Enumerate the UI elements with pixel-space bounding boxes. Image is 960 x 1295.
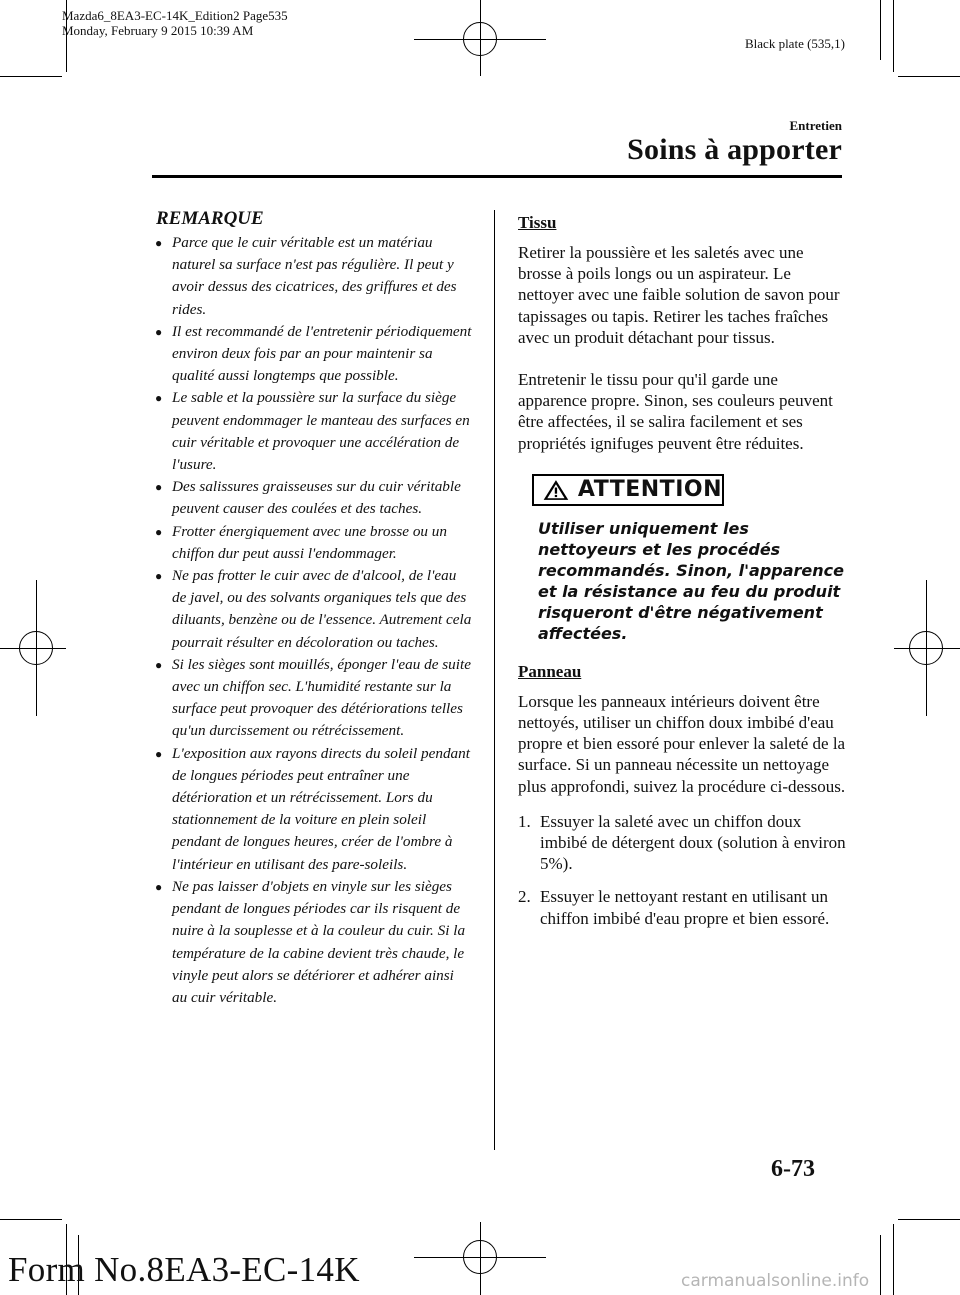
step-number: 2.: [518, 887, 531, 907]
section-label: Entretien: [789, 118, 842, 133]
step-item: [518, 886, 848, 928]
cleaning-steps: [518, 811, 848, 929]
plate-info-line1: Mazda6_8EA3-EC-14K_Edition2 Page535: [62, 8, 288, 23]
step-number: 1.: [518, 811, 531, 831]
note-text: Parce que le cuir véritable est un matériau naturel sa surface n'est pas régulière. Il peut y avoir dessus des cicatrices, des griffures et des rides.: [172, 234, 457, 318]
note-item: [152, 521, 472, 565]
tissu-paragraph-1: Retirer la poussière et les saletés avec une brosse à poils longs ou un aspirateur. Le nettoyer avec une faible solution de savon pour tapissages ou tapis. Retirer les taches fraîches avec un produit détachant pour tissus.: [518, 243, 840, 347]
note-item: [152, 565, 472, 654]
bullet-icon: ●: [155, 236, 163, 250]
note-heading: REMARQUE: [156, 208, 264, 229]
panneau-heading: Panneau: [518, 661, 582, 681]
bullet-icon: ●: [155, 569, 163, 584]
black-plate-label: Black plate (535,1): [745, 36, 845, 51]
note-text: Il est recommandé de l'entretenir périodiquement environ deux fois par an pour maintenir sa qualité aussi longtemps que possible.: [172, 322, 472, 385]
note-item: [152, 876, 472, 1009]
note-text: Des salissures graisseuses sur du cuir véritable peuvent causer des coulées et des taches.: [172, 478, 461, 518]
plate-info: [62, 8, 288, 38]
form-number: Form No.8EA3-EC-14K: [8, 1250, 360, 1289]
note-item: [152, 476, 472, 520]
note-item: [152, 321, 472, 388]
step-text: Essuyer la saleté avec un chiffon doux imbibé de détergent doux (solution à environ 5%).: [540, 811, 846, 874]
note-text: Frotter énergiquement avec une brosse ou un chiffon dur peut aussi l'endommager.: [172, 522, 447, 562]
bullet-icon: ●: [155, 524, 163, 539]
bullet-icon: ●: [155, 657, 163, 672]
note-section: [152, 208, 472, 1009]
note-text: Ne pas frotter le cuir avec de d'alcool, de l'eau de javel, ou des solvants organiques tels que des diluants, benzène ou de l'essence. Autrement cela pourrait résulter en décoloration ou taches.: [172, 567, 472, 651]
note-item: [152, 743, 472, 876]
note-item: [152, 387, 472, 476]
page-title: Soins à apporter: [627, 133, 842, 166]
note-item: [152, 232, 472, 321]
note-list: [152, 232, 472, 1009]
column-divider: [494, 210, 495, 1150]
bullet-icon: ●: [155, 480, 163, 495]
attention-label: ATTENTION: [577, 477, 722, 503]
warning-triangle-icon: [542, 476, 570, 504]
care-section: [518, 213, 848, 941]
tissu-paragraph-2: Entretenir le tissu pour qu'il garde une apparence propre. Sinon, ses couleurs peuvent être affectées, il se salira facilement et ses propriétés ignifuges peuvent être réduites.: [518, 370, 833, 453]
note-item: [152, 654, 472, 743]
note-text: Si les sièges sont mouillés, éponger l'eau de suite avec un chiffon sec. L'humidité restante sur la surface peut provoquer des détériorations telles qu'un durcissement ou rétrécissement.: [172, 655, 471, 740]
bullet-icon: ●: [155, 746, 163, 761]
page-number: 6-73: [771, 1156, 815, 1182]
bullet-icon: ●: [155, 391, 163, 406]
attention-text: Utiliser uniquement les nettoyeurs et les procédés recommandés. Sinon, l'apparence et la résistance au feu du produit risqueront d'être négativement affectées.: [538, 518, 845, 643]
bullet-icon: ●: [155, 879, 163, 894]
bullet-icon: ●: [155, 324, 163, 339]
step-text: Essuyer le nettoyant restant en utilisant un chiffon imbibé d'eau propre et bien essoré.: [540, 887, 830, 928]
note-text: L'exposition aux rayons directs du soleil pendant de longues périodes peut entraîner une détérioration et un rétrécissement. Lors du stationnement de la voiture en plein soleil pendant de longues heures, créer de l'ombre à l'intérieur en utilisant des pare-soleils.: [172, 744, 470, 873]
note-text: Ne pas laisser d'objets en vinyle sur les sièges pendant de longues périodes car ils risquent de nuire à la souplesse et à la couleur du cuir. Si la température de la cabine devient très chaude, le vinyle peut alors se détériorer et adhérer ainsi au cuir véritable.: [172, 877, 466, 1006]
step-item: [518, 811, 848, 875]
panneau-paragraph: Lorsque les panneaux intérieurs doivent être nettoyés, utiliser un chiffon doux imbibé d'eau propre et bien essoré pour enlever la saleté de la surface. Si un panneau nécessite un nettoyage plus approfondi, suivez la procédure ci-dessous.: [518, 691, 846, 796]
tissu-heading: Tissu: [518, 213, 557, 232]
attention-box: [532, 474, 724, 506]
header-rule: [152, 175, 842, 178]
note-text: Le sable et la poussière sur la surface du siège peuvent endommager le manteau des surfaces en cuir véritable et provoquer une accélération de l'usure.: [172, 389, 470, 474]
watermark: carmanualsonline.info: [681, 1271, 870, 1291]
plate-info-line2: Monday, February 9 2015 10:39 AM: [62, 23, 254, 38]
